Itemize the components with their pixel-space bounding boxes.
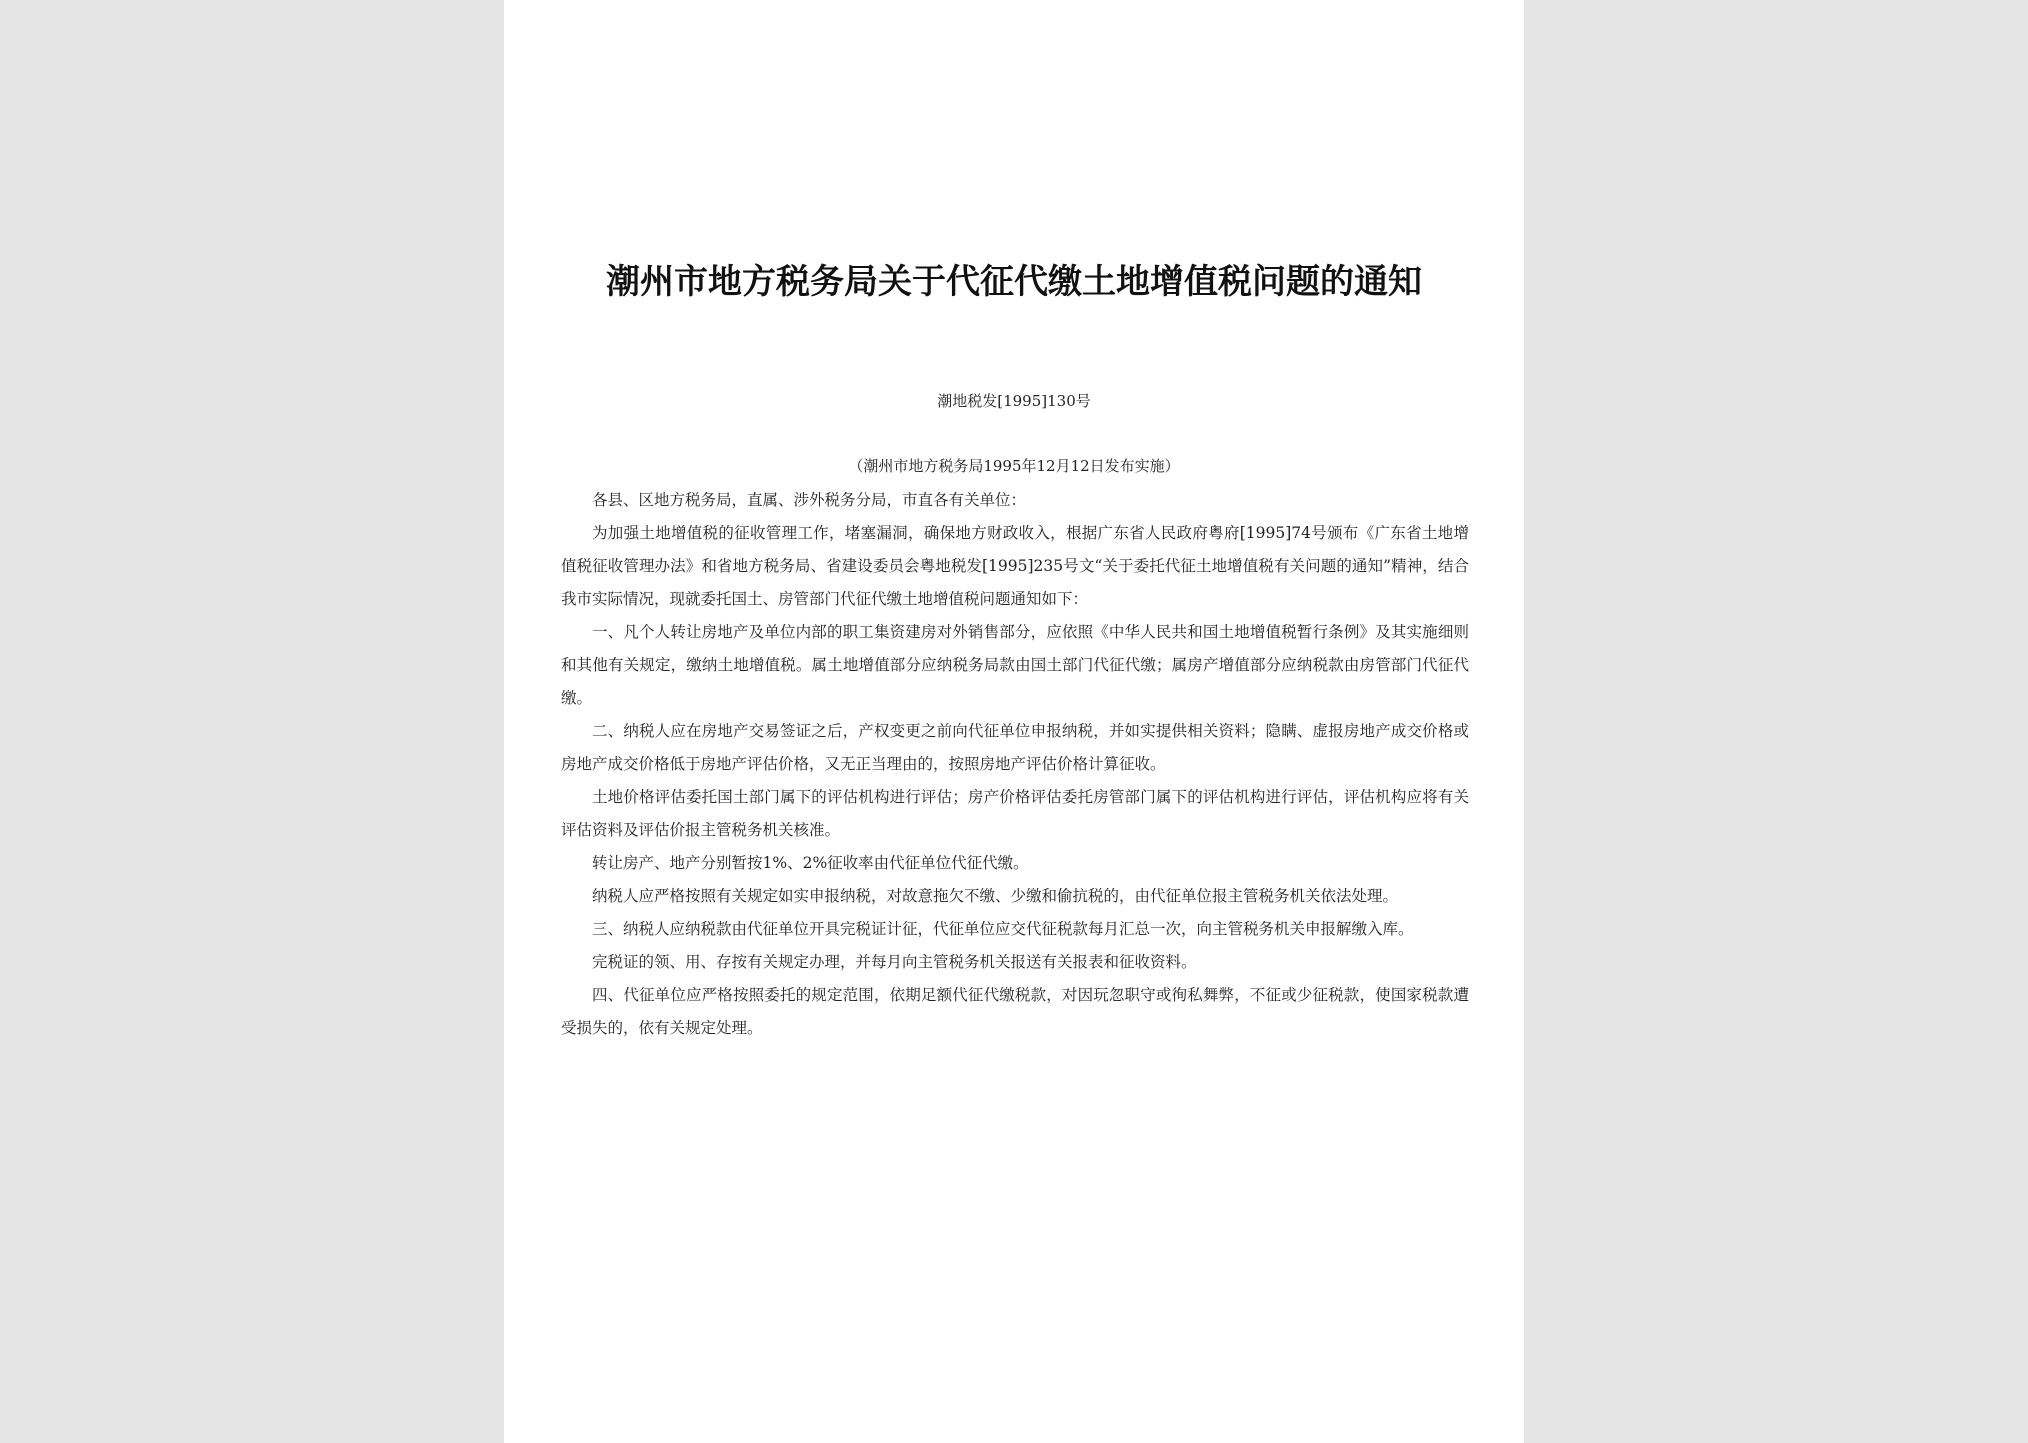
body-paragraph: 纳税人应严格按照有关规定如实申报纳税，对故意拖欠不缴、少缴和偷抗税的，由代征单位报主管税务机关依法处理。 <box>592 887 1399 905</box>
body-paragraph: 土地价格评估委托国土部门属下的评估机构进行评估；房产价格评估委托房管部门属下的评估机构进行评估，评估机构应将有关评估资料及评估价报主管税务机关核准。 <box>561 788 1469 839</box>
body-paragraph: 一、凡个人转让房地产及单位内部的职工集资建房对外销售部分，应依照《中华人民共和国土地增值税暂行条例》及其实施细则和其他有关规定，缴纳土地增值税。属土地增值部分应纳税务局款由国土部门代征代缴；属房产增值部分应纳税款由房管部门代征代缴。 <box>561 623 1469 707</box>
body-paragraph: 为加强土地增值税的征收管理工作，堵塞漏洞，确保地方财政收入，根据广东省人民政府粤府[1995]74号颁布《广东省土地增值税征收管理办法》和省地方税务局、省建设委员会粤地税发[1995]235号文“关于委托代征土地增值税有关问题的通知”精神，结合我市实际情况，现就委托国土、房管部门代征代缴土地增值税问题通知如下： <box>561 524 1469 608</box>
document-number: 潮地税发[1995]130号 <box>937 392 1091 410</box>
document-title: 潮州市地方税务局关于代征代缴土地增值税问题的通知 <box>606 262 1422 302</box>
issue-note: （潮州市地方税务局1995年12月12日发布实施） <box>848 457 1180 475</box>
document-body <box>561 484 1469 1045</box>
body-paragraph: 四、代征单位应严格按照委托的规定范围，依期足额代征代缴税款，对因玩忽职守或徇私舞弊，不征或少征税款，使国家税款遭受损失的，依有关规定处理。 <box>561 986 1469 1037</box>
document-page <box>504 0 1524 1443</box>
body-paragraph: 转让房产、地产分别暂按1%、2%征收率由代征单位代征代缴。 <box>592 854 1029 872</box>
salutation: 各县、区地方税务局，直属、涉外税务分局，市直各有关单位： <box>592 491 1027 509</box>
body-paragraph: 完税证的领、用、存按有关规定办理，并每月向主管税务机关报送有关报表和征收资料。 <box>592 953 1197 971</box>
body-paragraph: 二、纳税人应在房地产交易签证之后，产权变更之前向代征单位申报纳税，并如实提供相关资料；隐瞒、虚报房地产成交价格或房地产成交价格低于房地产评估价格，又无正当理由的，按照房地产评估价格计算征收。 <box>561 722 1469 773</box>
body-paragraph: 三、纳税人应纳税款由代征单位开具完税证计征，代征单位应交代征税款每月汇总一次，向主管税务机关申报解缴入库。 <box>592 920 1414 938</box>
